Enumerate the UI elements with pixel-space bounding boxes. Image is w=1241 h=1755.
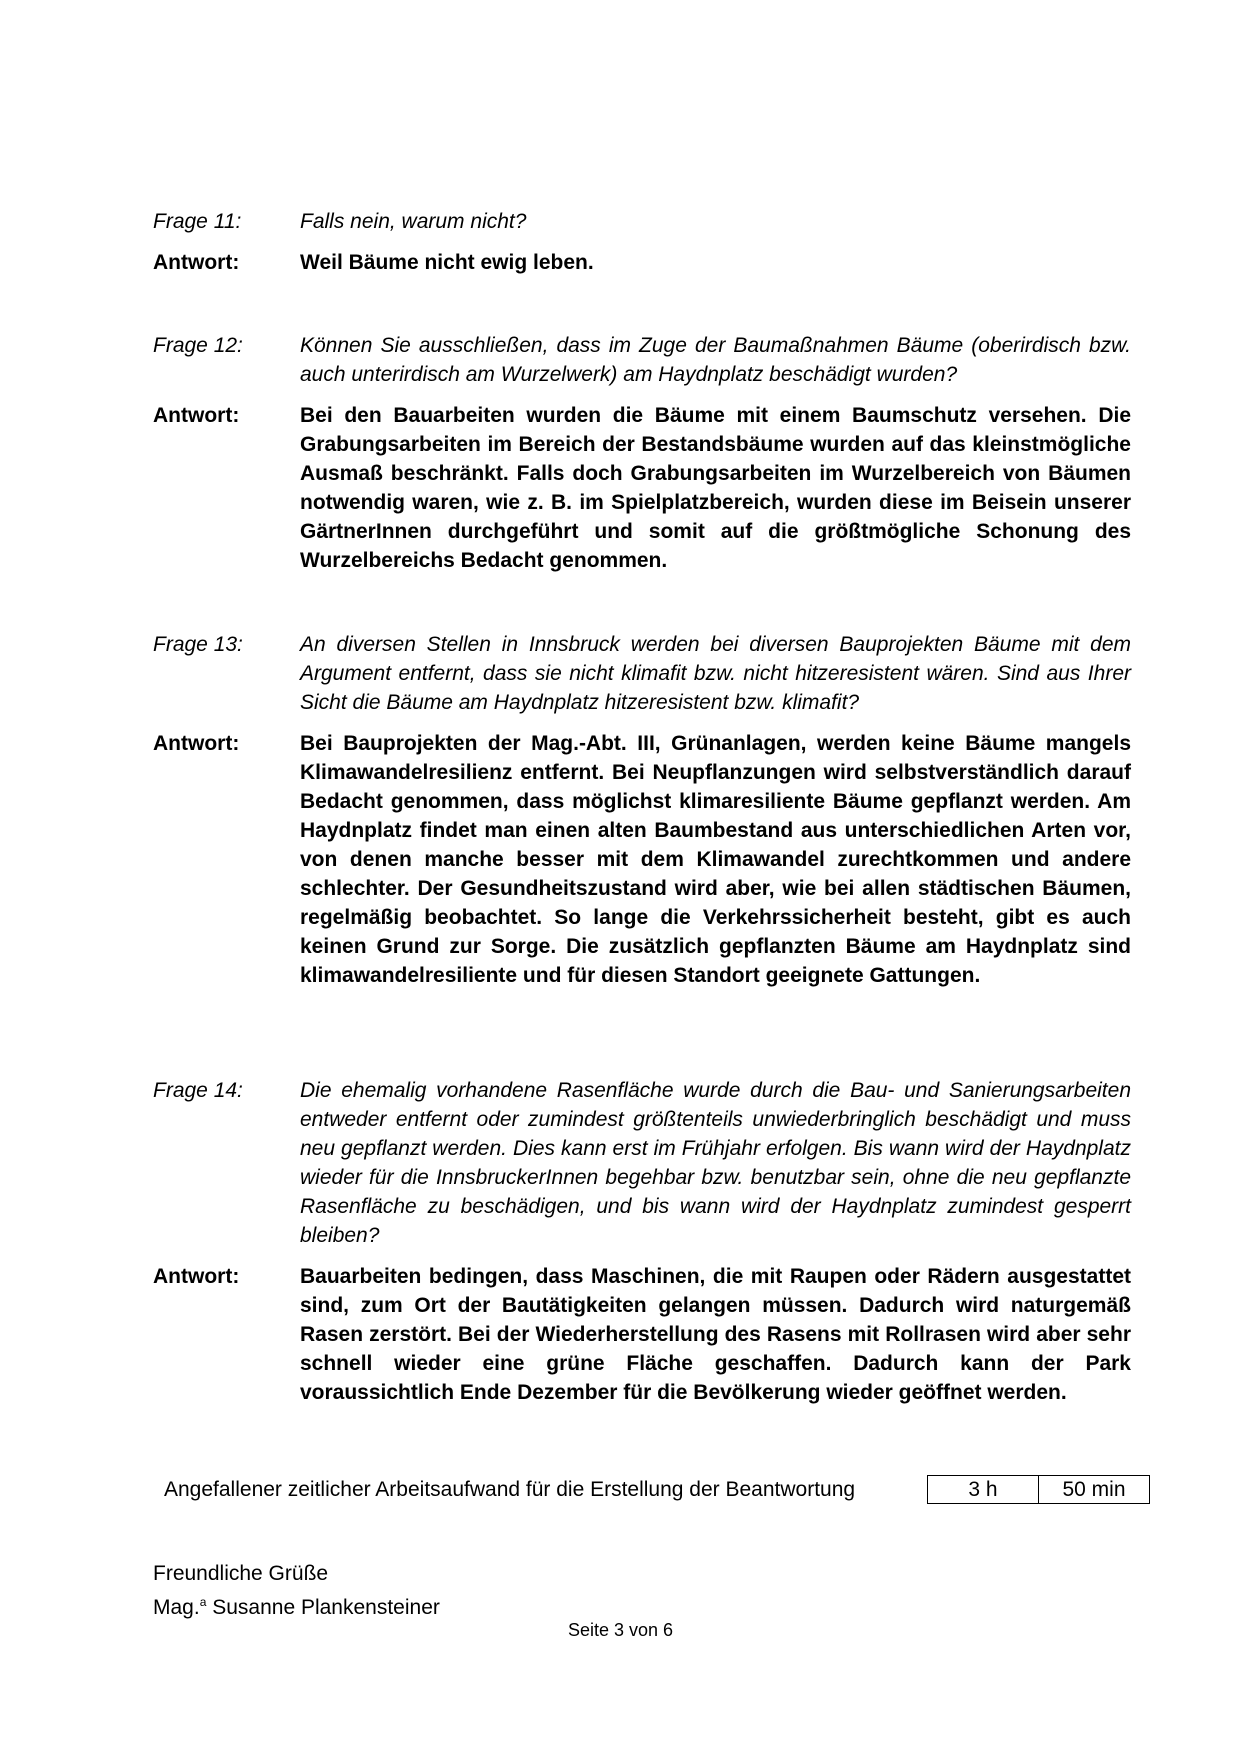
- effort-boxes: [927, 1475, 1150, 1504]
- question-text: Falls nein, warum nicht?: [300, 210, 527, 233]
- effort-hours: 3 h: [927, 1475, 1039, 1504]
- answer-label: Antwort:: [153, 732, 240, 755]
- page-footer: [0, 1618, 1241, 1642]
- page-number: Seite 3 von 6: [567, 1620, 674, 1640]
- answer-label: Antwort:: [153, 251, 240, 274]
- name-superscript: a: [199, 1595, 207, 1609]
- question-text: Die ehemalig vorhandene Rasenfläche wurde durch die Bau- und Sanierungsarbeiten entweder entfernt oder zumindest größtenteils unwiederbringlich beschädigt und muss neu gepflanzt werden. Dies kann erst im Frühjahr erfolgen. Bis wann wird der Haydnplatz wieder für die InnsbruckerInnen begehbar bzw. benutzbar sein, ohne die neu gepflanzte Rasenfläche zu beschädigen, und bis wann wird der Haydnplatz zumindest gesperrt bleiben?: [300, 1079, 1131, 1247]
- question-label: Frage 14:: [153, 1079, 243, 1102]
- name-text: Susanne Plankensteiner: [212, 1596, 440, 1619]
- qa-block-12: [0, 331, 1241, 575]
- answer-row: [0, 729, 1241, 990]
- question-label: Frage 11:: [153, 210, 242, 233]
- question-row: [0, 207, 1241, 236]
- answer-label: Antwort:: [153, 404, 240, 427]
- question-text: An diversen Stellen in Innsbruck werden bei diversen Bauprojekten Bäume mit dem Argument entfernt, dass sie nicht klimafit bzw. nicht hitzeresistent wären. Sind aus Ihrer Sicht die Bäume am Haydnplatz hitzeresistent bzw. klimafit?: [300, 633, 1131, 714]
- answer-text: Bei Bauprojekten der Mag.-Abt. III, Grünanlagen, werden keine Bäume mangels Klimawandelresilienz entfernt. Bei Neupflanzungen wird selbstverständlich darauf Bedacht genommen, dass möglichst klimaresiliente Bäume gepflanzt werden. Am Haydnplatz findet man einen alten Baumbestand aus unterschiedlichen Arten vor, von denen manche besser mit dem Klimawandel zurechtkommen und andere schlechter. Der Gesundheitszustand wird aber, wie bei allen städtischen Bäumen, regelmäßig beobachtet. So lange die Verkehrssicherheit besteht, gibt es auch keinen Grund zur Sorge. Die zusätzlich gepflanzten Bäume am Haydnplatz sind klimawandelresiliente und für diesen Standort geeignete Gattungen.: [300, 732, 1131, 987]
- qa-block-13: [0, 630, 1241, 990]
- name-prefix: Mag.: [153, 1596, 200, 1619]
- greeting: Freundliche Grüße: [153, 1562, 329, 1585]
- answer-text: Bei den Bauarbeiten wurden die Bäume mit einem Baumschutz versehen. Die Grabungsarbeiten im Bereich der Bestandsbäume wurden auf das kleinstmögliche Ausmaß beschränkt. Falls doch Grabungsarbeiten im Wurzelbereich von Bäumen notwendig waren, wie z. B. im Spielplatzbereich, wurden diese im Beisein unserer GärtnerInnen durchgeführt und somit auf die größtmögliche Schonung des Wurzelbereichs Bedacht genommen.: [300, 404, 1131, 572]
- closing-block: [153, 1559, 440, 1622]
- effort-minutes: 50 min: [1039, 1475, 1150, 1504]
- question-text: Können Sie ausschließen, dass im Zuge der Baumaßnahmen Bäume (oberirdisch bzw. auch unterirdisch am Wurzelwerk) am Haydnplatz beschädigt wurden?: [300, 334, 1131, 386]
- answer-row: [0, 401, 1241, 575]
- effort-label: Angefallener zeitlicher Arbeitsaufwand für die Erstellung der Beantwortung: [164, 1478, 856, 1501]
- question-label: Frage 13:: [153, 633, 243, 656]
- question-row: [0, 331, 1241, 389]
- answer-text: Bauarbeiten bedingen, dass Maschinen, die mit Raupen oder Rädern ausgestattet sind, zum Ort der Bautätigkeiten gelangen müssen. Dadurch wird naturgemäß Rasen zerstört. Bei der Wiederherstellung des Rasens mit Rollrasen wird aber sehr schnell wieder eine grüne Fläche geschaffen. Dadurch kann der Park voraussichtlich Ende Dezember für die Bevölkerung wieder geöffnet werden.: [300, 1265, 1131, 1404]
- signature-name: [153, 1588, 440, 1622]
- qa-block-14: [0, 1076, 1241, 1407]
- answer-row: [0, 248, 1241, 277]
- question-row: [0, 630, 1241, 717]
- answer-text: Weil Bäume nicht ewig leben.: [300, 251, 594, 274]
- answer-label: Antwort:: [153, 1265, 240, 1288]
- effort-row: [164, 1475, 1126, 1504]
- qa-block-11: [0, 207, 1241, 277]
- question-label: Frage 12:: [153, 334, 243, 357]
- question-row: [0, 1076, 1241, 1250]
- answer-row: [0, 1262, 1241, 1407]
